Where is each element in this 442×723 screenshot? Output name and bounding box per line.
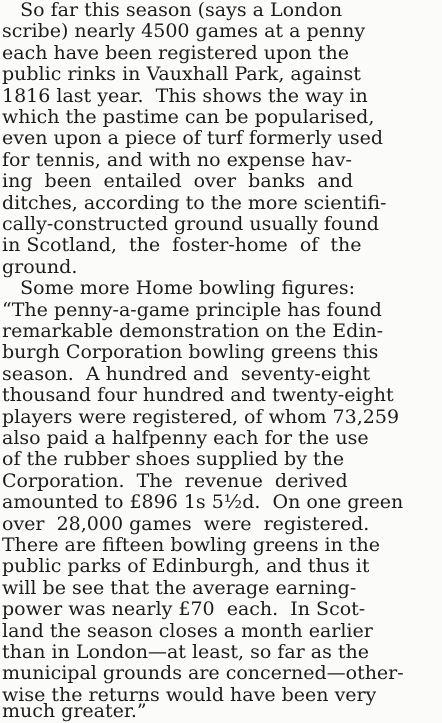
text-line: There are fifteen bowling greens in the xyxy=(2,535,381,556)
text-line: over 28,000 games were registered. xyxy=(2,513,370,535)
text-line: thousand four hundred and twenty-eight xyxy=(2,385,394,407)
text-line: 1816 last year. This shows the way in xyxy=(2,85,368,107)
text-line: than in London—at least, so far as the xyxy=(2,642,370,663)
text-line: power was nearly £70 each. In Scot- xyxy=(2,599,366,621)
text-line: land the season closes a month earlier xyxy=(2,620,373,642)
text-line: much greater.” xyxy=(2,701,147,722)
text-line: of the rubber shoes supplied by the xyxy=(2,449,345,471)
text-line: which the pastime can be popularised, xyxy=(2,107,375,128)
text-line: ing been entailed over banks and xyxy=(2,171,353,193)
text-line: public parks of Edinburgh, and thus it xyxy=(2,556,370,578)
text-line: amounted to £896 1s 5½d. On one green xyxy=(2,492,404,514)
text-line: players were registered, of whom 73,259 xyxy=(2,406,400,428)
text-line: in Scotland, the foster-home of the xyxy=(2,235,362,257)
text-line: wise the returns would have been very xyxy=(2,684,377,706)
text-line: remarkable demonstration on the Edin- xyxy=(2,321,384,342)
text-line: Some more Home bowling figures: xyxy=(2,278,356,300)
text-line: season. A hundred and seventy-eight xyxy=(2,363,371,385)
text-line: So far this season (says a London xyxy=(2,0,343,21)
text-line: each have been registered upon the xyxy=(2,42,349,64)
text-line: ground. xyxy=(2,256,78,278)
text-line: for tennis, and with no expense hav- xyxy=(2,149,352,171)
text-line: even upon a piece of turf formerly used xyxy=(2,128,384,150)
text-line: municipal grounds are concerned—other- xyxy=(2,663,404,685)
text-line: cally-constructed ground usually found xyxy=(2,214,379,235)
text-line: ditches, according to the more scientifi- xyxy=(2,192,387,214)
text-line: public rinks in Vauxhall Park, against xyxy=(2,64,361,86)
text-line: burgh Corporation bowling greens this xyxy=(2,342,379,364)
text-line: “The penny-a-game principle has found xyxy=(2,299,382,321)
text-line: Corporation. The revenue derived xyxy=(2,470,348,492)
text-line: will be see that the average earning- xyxy=(2,577,357,599)
text-line: scribe) nearly 4500 games at a penny xyxy=(2,21,366,43)
text-line: also paid a halfpenny each for the use xyxy=(2,428,369,449)
